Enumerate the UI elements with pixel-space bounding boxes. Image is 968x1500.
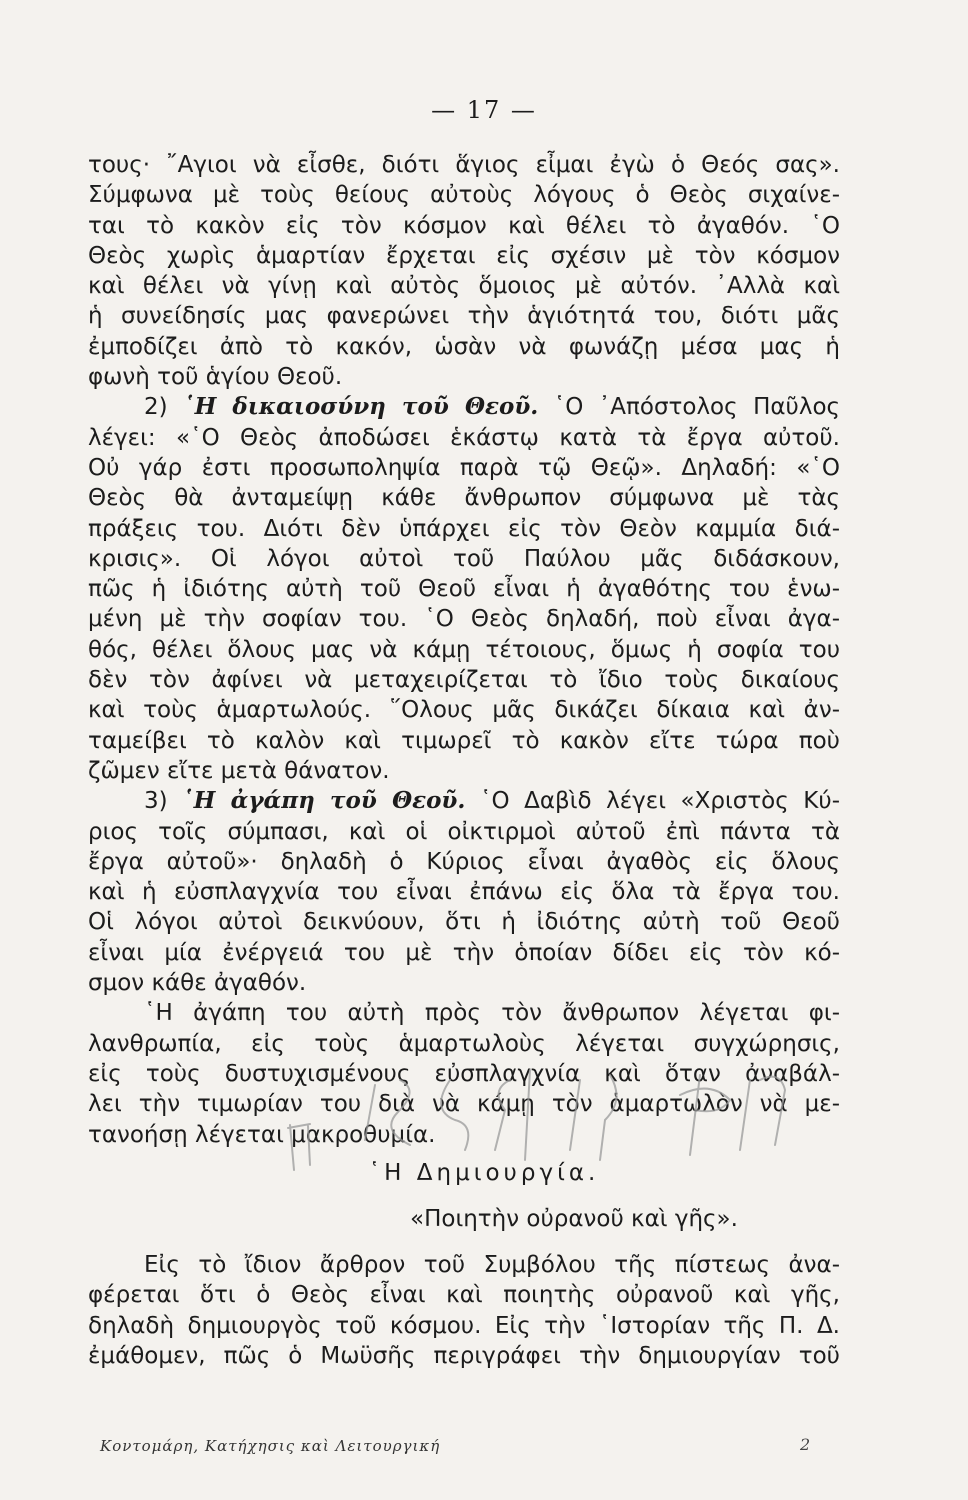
section-subtitle: «Ποιητὴν οὐρανοῦ καὶ γῆς».: [410, 1206, 738, 1232]
section-number: 2): [144, 394, 168, 421]
text-line: ζῶμεν εἴτε μετὰ θάνατον.: [88, 757, 390, 784]
text-line: ται τὸ κακὸν εἰς τὸν κόσμον καὶ θέλει τὸ ἀγαθόν. ῾Ο: [88, 212, 840, 239]
text-line: Εἰς τὸ ἴδιον ἄρθρον τοῦ Συμβόλου τῆς πίστεως ἀνα-: [144, 1252, 840, 1278]
text-line: Οἱ λόγοι αὐτοὶ δεικνύουν, ὅτι ἡ ἰδιότης αὐτὴ τοῦ Θεοῦ: [88, 909, 840, 936]
text-line: ριος τοῖς σύμπασι, καὶ οἱ οἰκτιρμοὶ αὐτοῦ ἐπὶ πάντα τὰ: [88, 818, 840, 845]
text-line: θός, θέλει ὅλους μας νὰ κάμῃ τέτοιους, ὅμως ἡ σοφία του: [88, 636, 840, 663]
text-line: μένη μὲ τὴν σοφίαν του. ῾Ο Θεὸς δηλαδή, ποὺ εἶναι ἀγα-: [88, 606, 840, 633]
text-line: καὶ ἡ εὐσπλαγχνία του εἶναι ἐπάνω εἰς ὅλα τὰ ἔργα του.: [88, 879, 840, 906]
text-line: ἐμάθομεν, πῶς ὁ Μωϋσῆς περιγράφει τὴν δημιουργίαν τοῦ: [88, 1342, 840, 1369]
signature-mark: 2: [800, 1435, 811, 1454]
text-line: εἶναι μία ἐνέργειά του μὲ τὴν ὁποίαν δίδει εἰς τὸν κό-: [88, 939, 840, 966]
text-fragment: ῾Ο ᾿Απόστολος Παῦλος: [553, 394, 840, 421]
text-line: ῾Η ἀγάπη του αὐτὴ πρὸς τὸν ἄνθρωπον λέγεται φι-: [144, 1000, 840, 1027]
text-line: λει τὴν τιμωρίαν του διὰ νὰ κάμῃ τὸν ἁμαρτωλὸν νὰ με-: [88, 1091, 840, 1118]
text-line: εἰς τοὺς δυστυχισμένους εὐσπλαγχνία καὶ ὅταν ἀναβάλ-: [88, 1060, 840, 1087]
creation-paragraph: [88, 1250, 840, 1371]
text-line: πῶς ἡ ἰδιότης αὐτὴ τοῦ Θεοῦ εἶναι ἡ ἀγαθότης του ἑνω-: [88, 576, 840, 603]
text-line: Σύμφωνα μὲ τοὺς θείους αὐτοὺς λόγους ὁ Θεὸς σιχαίνε-: [88, 182, 840, 209]
text-line: καὶ θέλει νὰ γίνῃ καὶ αὐτὸς ὅμοιος μὲ αὐτόν. ᾿Αλλὰ καὶ: [88, 273, 840, 300]
text-line: Θεὸς θὰ ἀνταμείψῃ κάθε ἄνθρωπον σύμφωνα μὲ τὰς: [88, 485, 840, 512]
section-heading: ῾Η ἀγάπη τοῦ Θεοῦ.: [182, 787, 466, 815]
text-line: ἔργα αὐτοῦ»· δηλαδὴ ὁ Κύριος εἶναι ἀγαθὸς εἰς ὅλους: [88, 848, 840, 875]
text-line: καὶ τοὺς ἁμαρτωλούς. ῞Ολους μᾶς δικάζει δίκαια καὶ ἀν-: [88, 697, 840, 724]
section-2-first-line: [88, 392, 840, 422]
text-line: λέγει: «῾Ο Θεὸς ἀποδώσει ἑκάστῳ κατὰ τὰ ἔργα αὐτοῦ.: [88, 424, 840, 451]
section-title: ῾Η Δημιουργία.: [368, 1160, 600, 1186]
text-line: τανοήσῃ λέγεται μακροθυμία.: [88, 1121, 436, 1148]
text-line: δὲν τὸν ἀφίνει νὰ μεταχειρίζεται τὸ ἴδιο τοὺς δικαίους: [88, 667, 840, 694]
text-line: πράξεις του. Διότι δὲν ὑπάρχει εἰς τὸν Θεὸν καμμία διά-: [88, 515, 840, 542]
section-number: 3): [144, 788, 168, 815]
section-heading: ῾Η δικαιοσύνη τοῦ Θεοῦ.: [183, 393, 539, 421]
text-line: ταμείβει τὸ καλὸν καὶ τιμωρεῖ τὸ κακὸν εἴτε τώρα ποὺ: [88, 727, 840, 754]
handwriting-text: ΠΡ 1867 ΦΑ51: [640, 1168, 648, 1169]
text-line: τους· ῎Αγιοι νὰ εἶσθε, διότι ἅγιος εἶμαι ἐγὼ ὁ Θεός σας».: [88, 152, 840, 178]
text-fragment: ῾Ο Δαβὶδ λέγει «Χριστὸς Κύ-: [479, 788, 840, 815]
text-line: φωνὴ τοῦ ἁγίου Θεοῦ.: [88, 364, 343, 391]
text-line: Θεὸς χωρὶς ἁμαρτίαν ἔρχεται εἰς σχέσιν μὲ τὸν κόσμον: [88, 242, 840, 269]
text-line: ἡ συνείδησίς μας φανερώνει τὴν ἁγιότητά του, διότι μᾶς: [88, 303, 840, 330]
text-line: σμον κάθε ἀγαθόν.: [88, 970, 307, 997]
text-line: δηλαδὴ δημιουργὸς τοῦ κόσμου. Εἰς τὴν ῾Ιστορίαν τῆς Π. Δ.: [88, 1312, 840, 1339]
text-line: κρισις». Οἱ λόγοι αὐτοὶ τοῦ Παύλου μᾶς διδάσκουν,: [88, 545, 840, 572]
text-line: Οὐ γάρ ἐστι προσωποληψία παρὰ τῷ Θεῷ». Δηλαδή: «῾Ο: [88, 454, 840, 481]
text-line: φέρεται ὅτι ὁ Θεὸς εἶναι καὶ ποιητὴς οὐρανοῦ καὶ γῆς,: [88, 1282, 840, 1309]
text-line: λανθρωπία, εἰς τοὺς ἁμαρτωλοὺς λέγεται συγχώρησις,: [88, 1030, 840, 1057]
page-number: — 17 —: [431, 96, 537, 124]
text-line: ἐμποδίζει ἀπὸ τὸ κακόν, ὡσὰν νὰ φωνάζῃ μέσα μας ἡ: [88, 333, 840, 360]
section-3-first-line: [88, 786, 840, 816]
footer-signature-line: Κοντομάρη, Κατήχησις καὶ Λειτουργική: [100, 1437, 441, 1455]
main-text-block: [88, 150, 840, 1150]
